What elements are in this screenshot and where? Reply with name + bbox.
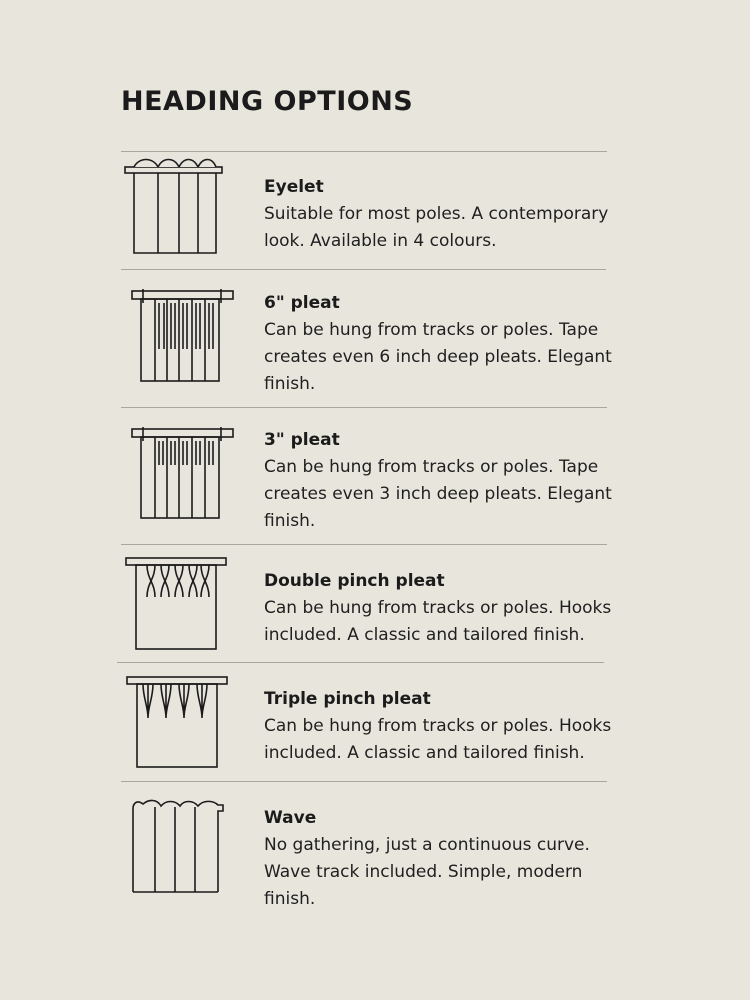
option-description: Can be hung from tracks or poles. Tape creates even 3 inch deep pleats. Elegant finish. — [264, 457, 612, 532]
option-description: Can be hung from tracks or poles. Hooks included. A classic and tailored finish. — [264, 716, 612, 764]
option-title: Triple pinch pleat — [264, 689, 431, 709]
divider — [121, 781, 607, 782]
divider — [121, 544, 607, 545]
double-pinch-pleat-curtain-icon — [125, 557, 229, 652]
option-title: 3" pleat — [264, 430, 340, 450]
option-description: Can be hung from tracks or poles. Tape creates even 6 inch deep pleats. Elegant finish. — [264, 320, 612, 395]
page-title: HEADING OPTIONS — [121, 86, 414, 117]
triple-pinch-pleat-curtain-icon — [126, 676, 230, 770]
divider — [121, 151, 607, 152]
divider — [121, 407, 607, 408]
option-description: No gathering, just a continuous curve. Wave track included. Simple, modern finish. — [264, 835, 590, 910]
option-title: 6" pleat — [264, 293, 340, 313]
option-title: Double pinch pleat — [264, 571, 445, 591]
wave-curtain-icon — [129, 799, 227, 895]
three-inch-pleat-curtain-icon — [131, 427, 235, 521]
eyelet-curtain-icon — [122, 158, 226, 258]
option-description: Can be hung from tracks or poles. Hooks included. A classic and tailored finish. — [264, 598, 612, 646]
divider — [121, 269, 606, 270]
divider — [117, 662, 604, 663]
option-description: Suitable for most poles. A contemporary look. Available in 4 colours. — [264, 204, 609, 252]
option-title: Wave — [264, 808, 317, 828]
option-title: Eyelet — [264, 177, 324, 197]
six-inch-pleat-curtain-icon — [131, 289, 235, 383]
